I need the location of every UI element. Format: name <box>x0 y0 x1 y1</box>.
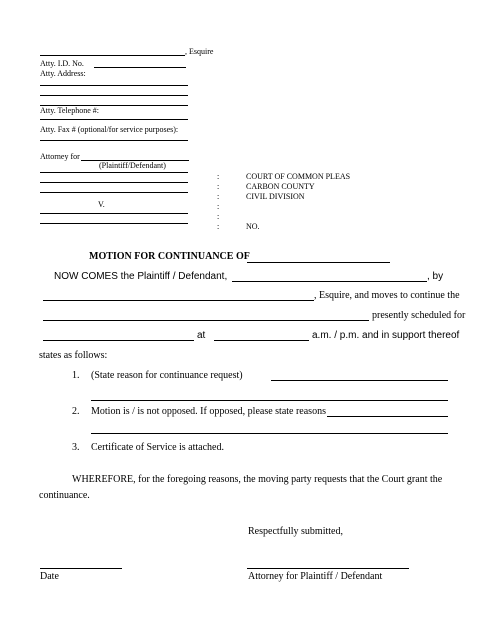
item-1-reason-line <box>271 380 448 381</box>
atty-fax-label: Atty. Fax # (optional/for service purposes): <box>40 125 179 134</box>
item-3-text: Certificate of Service is attached. <box>91 442 224 453</box>
item-1-number: 1. <box>72 370 80 381</box>
item-3-number: 3. <box>72 442 80 453</box>
atty-address-line-1 <box>40 85 188 86</box>
attorney-signature-line <box>247 568 409 569</box>
atty-id-label: Atty. I.D. No. <box>40 59 84 68</box>
item-1-reason-line-2 <box>91 400 448 401</box>
county-name: CARBON COUNTY <box>246 182 315 191</box>
esquire-label: , Esquire <box>185 47 214 56</box>
atty-fax-line <box>40 140 188 141</box>
item-2-text: Motion is / is not opposed. If opposed, please state reasons <box>91 406 326 417</box>
time-scheduled-line <box>214 340 309 341</box>
wherefore-line-1: WHEREFORE, for the foregoing reasons, the moving party requests that the Court grant the <box>72 474 443 485</box>
caption-party-line-1 <box>40 172 188 173</box>
presently-scheduled-text: presently scheduled for <box>372 310 466 321</box>
item-1-text: (State reason for continuance request) <box>91 370 243 381</box>
versus-label: V. <box>98 200 105 209</box>
date-scheduled-line <box>43 340 194 341</box>
division-name: CIVIL DIVISION <box>246 192 305 201</box>
caption-colon-1: : <box>217 172 220 181</box>
caption-colon-3: : <box>217 192 220 201</box>
caption-party-line-5 <box>40 223 188 224</box>
attorney-name-line <box>40 55 185 56</box>
item-2-number: 2. <box>72 406 80 417</box>
item-2-reason-line-2 <box>91 433 448 434</box>
caption-colon-5: : <box>217 212 220 221</box>
caption-party-line-2 <box>40 182 188 183</box>
atty-telephone-line <box>40 119 188 120</box>
am-pm-text: a.m. / p.m. and in support thereof <box>312 330 460 341</box>
states-as-follows-text: states as follows: <box>39 350 108 361</box>
attorney-for-label: Attorney for <box>40 152 80 161</box>
esquire-moves-text: , Esquire, and moves to continue the <box>314 290 460 301</box>
by-text: , by <box>427 271 444 282</box>
caption-colon-2: : <box>217 182 220 191</box>
proceeding-line <box>43 320 369 321</box>
motion-title-line <box>247 262 390 263</box>
court-name: COURT OF COMMON PLEAS <box>246 172 351 181</box>
plaintiff-defendant-label: (Plaintiff/Defendant) <box>99 161 166 170</box>
caption-party-line-4 <box>40 213 188 214</box>
caption-party-line-3 <box>40 192 188 193</box>
date-label: Date <box>40 571 59 582</box>
date-signature-line <box>40 568 122 569</box>
at-text: at <box>197 330 206 341</box>
wherefore-line-2: continuance. <box>39 490 90 501</box>
caption-colon-6: : <box>217 222 220 231</box>
party-name-line <box>232 281 427 282</box>
case-number-label: NO. <box>246 222 260 231</box>
motion-title: MOTION FOR CONTINUANCE OF <box>89 251 250 262</box>
respectfully-submitted-text: Respectfully submitted, <box>248 526 343 537</box>
attorney-signature-label: Attorney for Plaintiff / Defendant <box>248 571 383 582</box>
atty-address-line-2 <box>40 95 188 96</box>
item-2-reason-line <box>327 416 448 417</box>
attorney-name-body-line <box>43 300 314 301</box>
caption-colon-4: : <box>217 202 220 211</box>
atty-id-line <box>94 67 186 68</box>
now-comes-text: NOW COMES the Plaintiff / Defendant, <box>54 271 228 282</box>
atty-telephone-label: Atty. Telephone #: <box>40 106 99 115</box>
atty-address-label: Atty. Address: <box>40 69 86 78</box>
